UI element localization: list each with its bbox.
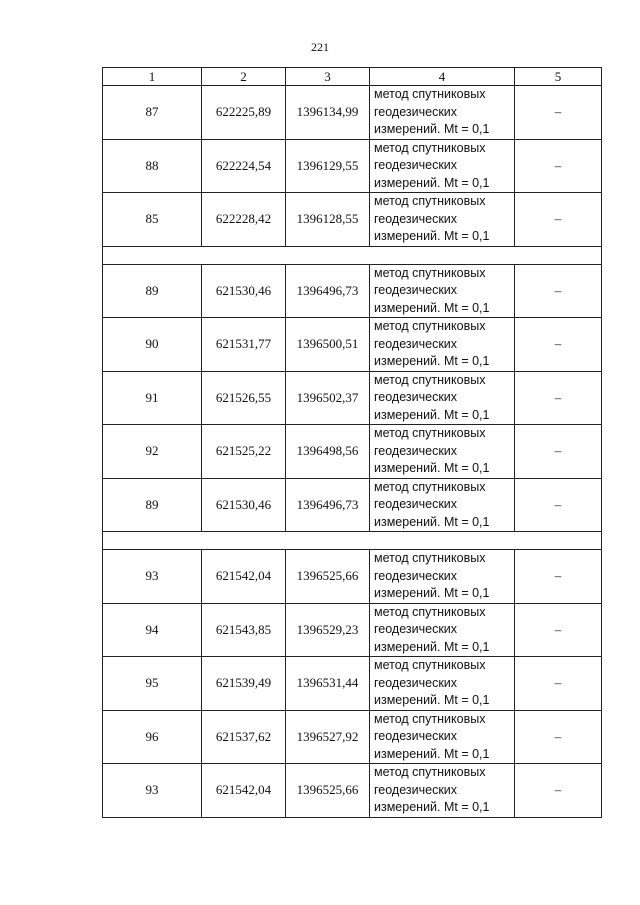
table-body	[103, 86, 602, 818]
method-line: измерений. Mt = 0,1	[374, 354, 490, 368]
y-coordinate-cell: 1396129,55	[286, 139, 370, 193]
method-line: метод спутниковых	[374, 551, 486, 565]
note-cell: –	[515, 318, 602, 372]
method-line: геодезических	[374, 211, 458, 226]
point-number-cell: 88	[103, 139, 202, 193]
method-line: измерений. Mt = 0,1	[374, 122, 490, 136]
group-separator-row	[103, 532, 602, 550]
column-header: 1	[103, 68, 202, 86]
table-row	[103, 139, 602, 193]
point-number-cell: 93	[103, 764, 202, 818]
table-row	[103, 710, 602, 764]
method-line: геодезических	[374, 568, 458, 583]
column-header: 4	[370, 68, 515, 86]
method-line: геодезических	[374, 782, 458, 797]
table-row	[103, 318, 602, 372]
method-cell	[370, 193, 515, 247]
x-coordinate-cell: 621539,49	[202, 657, 286, 711]
method-line: геодезических	[374, 675, 458, 690]
method-cell	[370, 710, 515, 764]
point-number-cell: 92	[103, 425, 202, 479]
x-coordinate-cell: 621542,04	[202, 550, 286, 604]
table-row	[103, 264, 602, 318]
group-separator-cell	[103, 532, 602, 550]
group-separator-row	[103, 246, 602, 264]
note-cell: –	[515, 478, 602, 532]
method-line: геодезических	[374, 622, 458, 636]
method-cell	[370, 371, 515, 425]
table-row	[103, 550, 602, 604]
note-cell: –	[515, 193, 602, 247]
method-line: измерений. Mt = 0,1	[374, 175, 490, 190]
method-line: метод спутниковых	[374, 140, 486, 155]
method-line: измерений. Mt = 0,1	[374, 407, 490, 422]
y-coordinate-cell: 1396531,44	[286, 657, 370, 711]
y-coordinate-cell: 1396496,73	[286, 264, 370, 318]
method-cell	[370, 264, 515, 318]
point-number-cell: 93	[103, 550, 202, 604]
method-line: геодезических	[374, 729, 458, 743]
note-cell: –	[515, 425, 602, 479]
table-row	[103, 764, 602, 818]
point-number-cell: 89	[103, 478, 202, 532]
note-cell: –	[515, 86, 602, 140]
coordinates-table	[102, 67, 602, 818]
table-row	[103, 86, 602, 140]
method-line: метод спутниковых	[374, 426, 486, 440]
method-line: геодезических	[374, 104, 458, 119]
group-separator-cell	[103, 246, 602, 264]
x-coordinate-cell: 621530,46	[202, 478, 286, 532]
table-row	[103, 371, 602, 425]
y-coordinate-cell: 1396525,66	[286, 550, 370, 604]
x-coordinate-cell: 621537,62	[202, 710, 286, 764]
method-line: измерений. Mt = 0,1	[374, 693, 490, 707]
y-coordinate-cell: 1396500,51	[286, 318, 370, 372]
table-row	[103, 193, 602, 247]
point-number-cell: 85	[103, 193, 202, 247]
method-line: метод спутниковых	[374, 479, 486, 494]
method-line: метод спутниковых	[374, 711, 486, 726]
method-line: метод спутниковых	[374, 658, 486, 672]
point-number-cell: 91	[103, 371, 202, 425]
point-number-cell: 87	[103, 86, 202, 140]
note-cell: –	[515, 603, 602, 657]
column-header: 3	[286, 68, 370, 86]
method-cell	[370, 318, 515, 372]
y-coordinate-cell: 1396529,23	[286, 603, 370, 657]
method-cell	[370, 478, 515, 532]
method-line: измерений. Mt = 0,1	[374, 514, 490, 529]
point-number-cell: 95	[103, 657, 202, 711]
method-line: геодезических	[374, 390, 458, 404]
method-line: метод спутниковых	[374, 765, 486, 779]
method-line: метод спутниковых	[374, 87, 486, 101]
y-coordinate-cell: 1396527,92	[286, 710, 370, 764]
x-coordinate-cell: 621531,77	[202, 318, 286, 372]
page-number: 221	[311, 40, 329, 54]
method-line: геодезических	[374, 443, 458, 458]
header-row	[103, 68, 602, 86]
note-cell: –	[515, 371, 602, 425]
y-coordinate-cell: 1396134,99	[286, 86, 370, 140]
note-cell: –	[515, 139, 602, 193]
method-line: измерений. Mt = 0,1	[374, 461, 490, 475]
table-row	[103, 478, 602, 532]
column-header: 2	[202, 68, 286, 86]
x-coordinate-cell: 621526,55	[202, 371, 286, 425]
note-cell: –	[515, 764, 602, 818]
method-line: метод спутниковых	[374, 319, 486, 333]
method-cell	[370, 139, 515, 193]
method-cell	[370, 603, 515, 657]
method-line: измерений. Mt = 0,1	[374, 300, 490, 315]
method-line: измерений. Mt = 0,1	[374, 639, 490, 654]
method-line: геодезических	[374, 497, 458, 511]
method-line: измерений. Mt = 0,1	[374, 746, 490, 761]
x-coordinate-cell: 622224,54	[202, 139, 286, 193]
x-coordinate-cell: 622228,42	[202, 193, 286, 247]
point-number-cell: 94	[103, 603, 202, 657]
method-line: метод спутниковых	[374, 604, 486, 619]
y-coordinate-cell: 1396498,56	[286, 425, 370, 479]
method-cell	[370, 86, 515, 140]
method-line: измерений. Mt = 0,1	[374, 800, 490, 814]
y-coordinate-cell: 1396496,73	[286, 478, 370, 532]
method-cell	[370, 550, 515, 604]
method-line: геодезических	[374, 158, 458, 172]
note-cell: –	[515, 710, 602, 764]
table-row	[103, 603, 602, 657]
x-coordinate-cell: 621542,04	[202, 764, 286, 818]
y-coordinate-cell: 1396502,37	[286, 371, 370, 425]
point-number-cell: 90	[103, 318, 202, 372]
x-coordinate-cell: 621530,46	[202, 264, 286, 318]
note-cell: –	[515, 550, 602, 604]
x-coordinate-cell: 621525,22	[202, 425, 286, 479]
method-line: геодезических	[374, 336, 458, 351]
note-cell: –	[515, 264, 602, 318]
method-cell	[370, 764, 515, 818]
point-number-cell: 89	[103, 264, 202, 318]
method-cell	[370, 657, 515, 711]
y-coordinate-cell: 1396128,55	[286, 193, 370, 247]
method-line: измерений. Mt = 0,1	[374, 229, 490, 243]
table-row	[103, 425, 602, 479]
x-coordinate-cell: 621543,85	[202, 603, 286, 657]
method-line: метод спутниковых	[374, 194, 486, 208]
method-cell	[370, 425, 515, 479]
y-coordinate-cell: 1396525,66	[286, 764, 370, 818]
table-row	[103, 657, 602, 711]
method-line: метод спутниковых	[374, 265, 486, 280]
point-number-cell: 96	[103, 710, 202, 764]
method-line: метод спутниковых	[374, 372, 486, 387]
method-line: геодезических	[374, 283, 458, 297]
method-line: измерений. Mt = 0,1	[374, 586, 490, 600]
x-coordinate-cell: 622225,89	[202, 86, 286, 140]
column-header: 5	[515, 68, 602, 86]
note-cell: –	[515, 657, 602, 711]
